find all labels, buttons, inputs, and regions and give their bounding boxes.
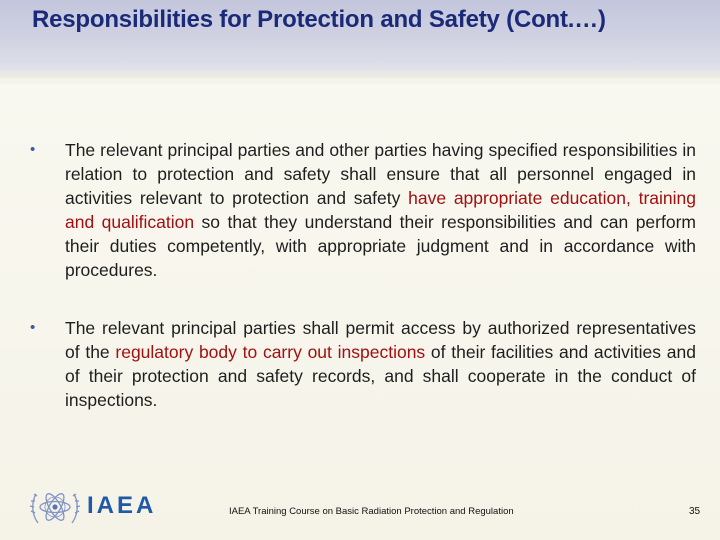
bullet-text: of their facilities and activities and of their protection and safety records, and shall cooperate in the conduct of inspections. xyxy=(65,342,696,410)
bullet-marker: • xyxy=(30,319,36,336)
bullet-list xyxy=(30,138,696,412)
bullet-highlight: regulatory body to carry out inspections xyxy=(115,342,426,362)
bullet-highlight: have appropriate education, training and qualification xyxy=(65,188,696,232)
footer xyxy=(0,478,720,540)
iaea-logo-text: IAEA xyxy=(87,492,157,519)
bullet-item xyxy=(30,138,696,282)
bullet-text: so that they understand their responsibilities and can perform their duties competently, with appropriate judgment and in accordance with procedures. xyxy=(65,212,696,280)
bullet-item xyxy=(30,316,696,412)
slide-title: Responsibilities for Protection and Safety (Cont.…) xyxy=(32,6,606,33)
title-band xyxy=(0,0,720,78)
page-number: 35 xyxy=(689,506,701,517)
course-title: IAEA Training Course on Basic Radiation Protection and Regulation xyxy=(229,506,514,517)
bullet-text: The relevant principal parties and other parties having specified responsibilities in relation to protection and safety shall ensure that all personnel engaged in activities relevant to protection and safety xyxy=(65,140,696,208)
iaea-emblem-icon xyxy=(29,483,81,531)
bullet-marker: • xyxy=(30,141,36,158)
bullet-text: The relevant principal parties shall permit access by authorized representatives of the xyxy=(65,318,696,362)
